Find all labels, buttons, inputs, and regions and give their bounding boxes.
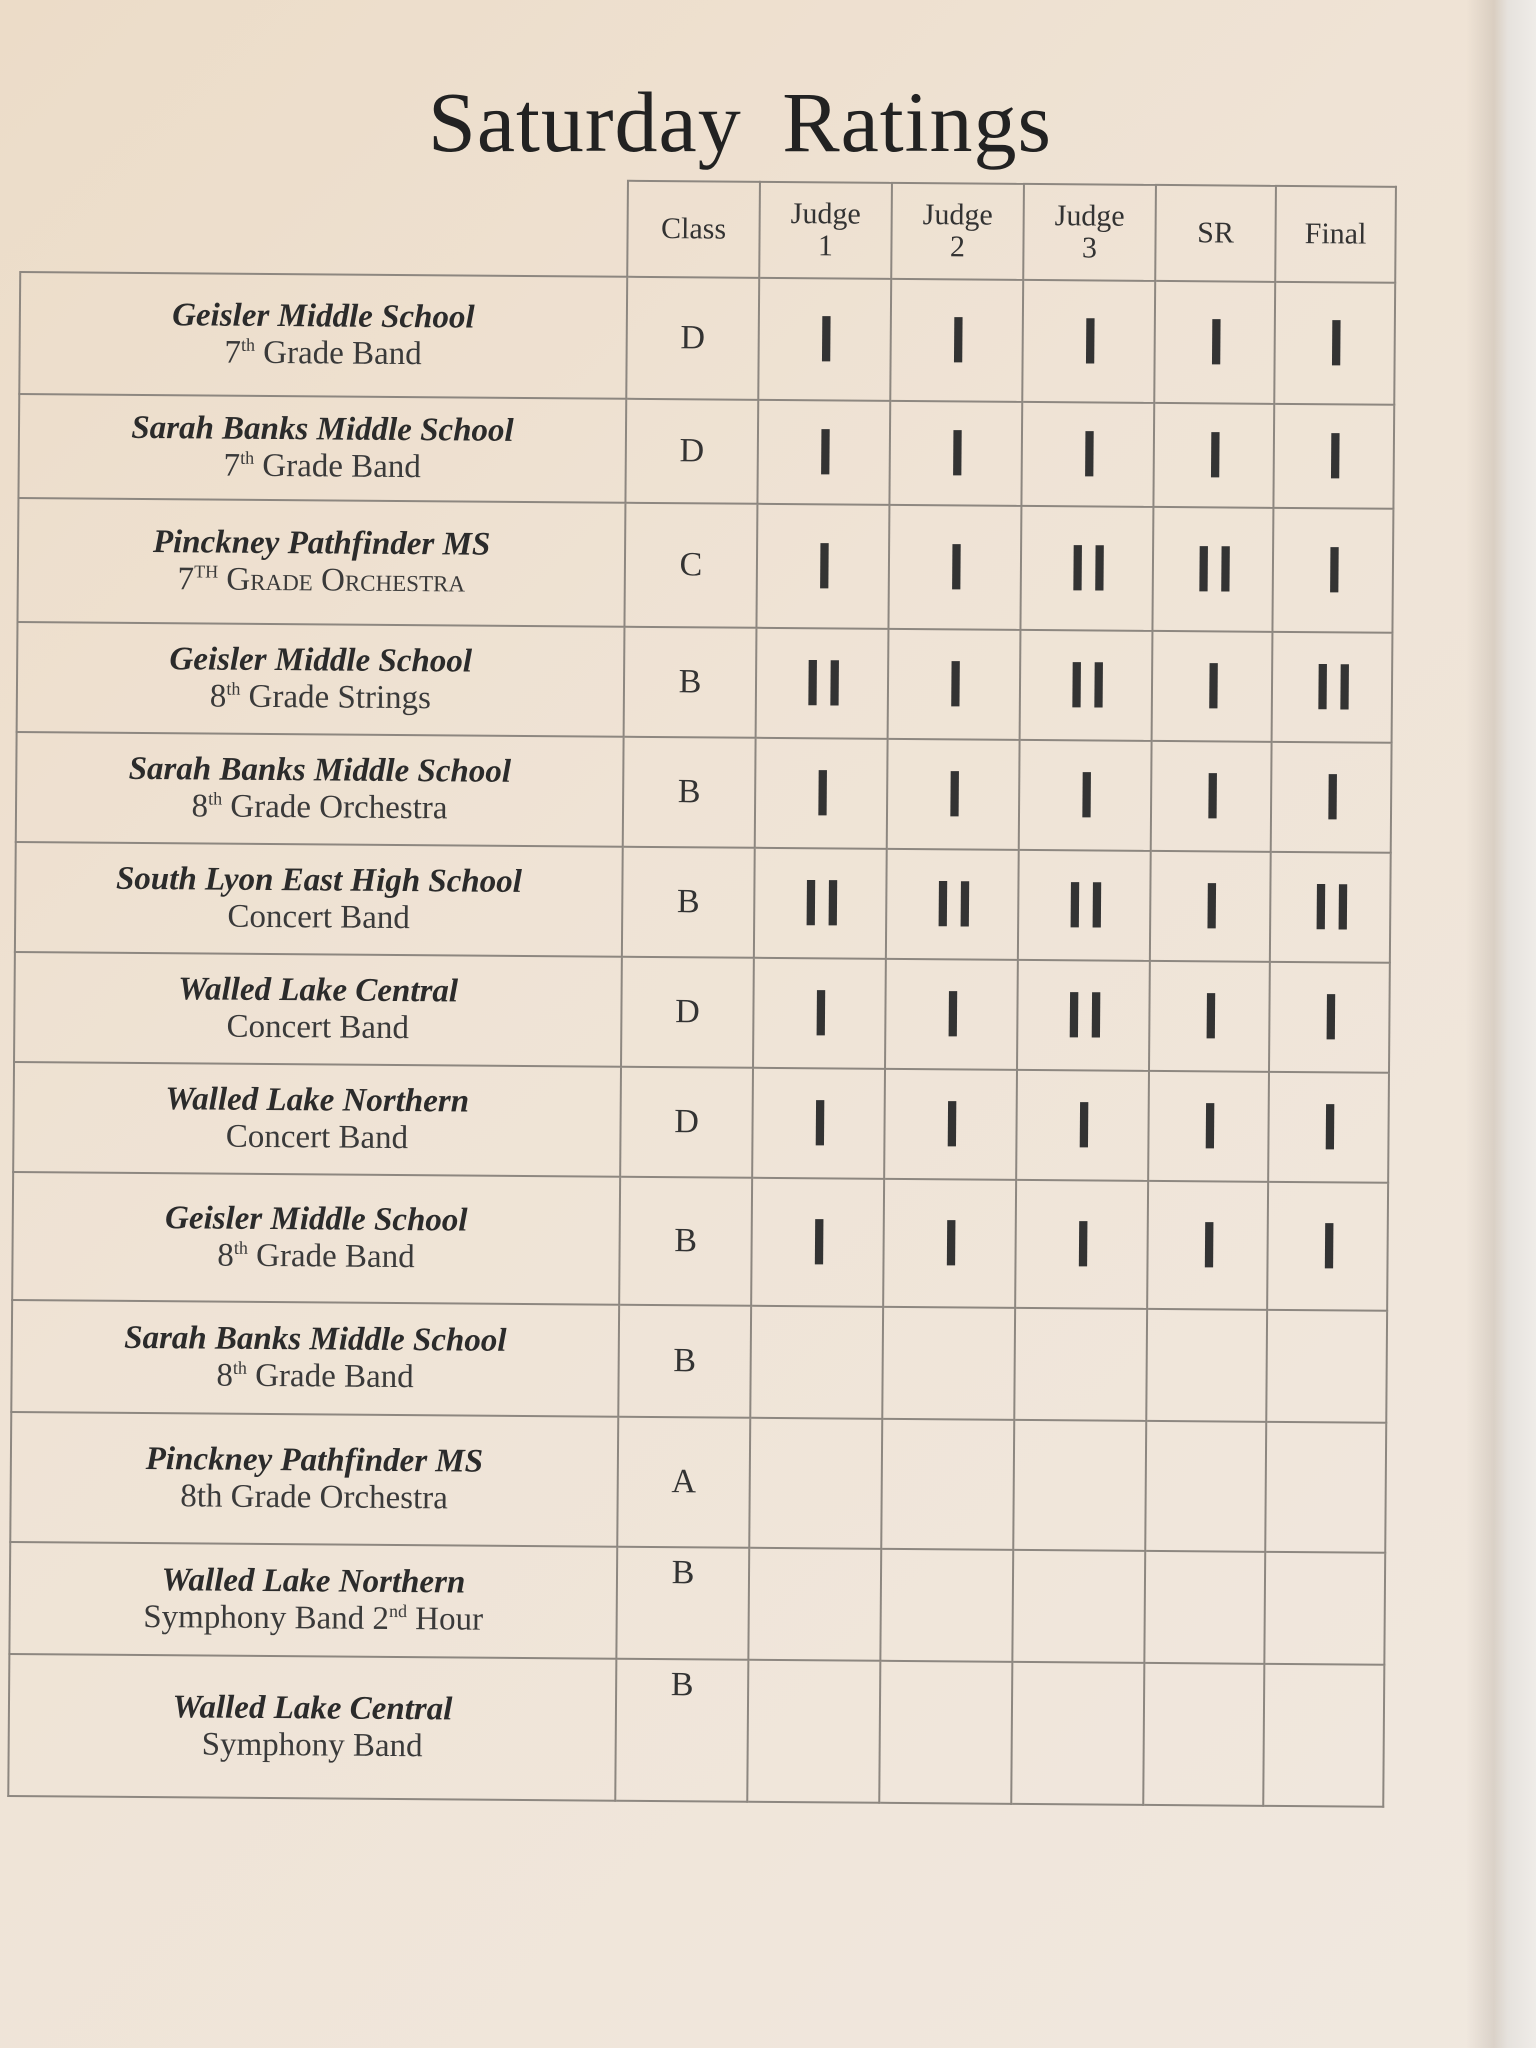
rating-sr-cell	[1145, 1421, 1266, 1552]
school-name: Walled Lake Central	[178, 971, 459, 1010]
table-row	[13, 1062, 1389, 1183]
rating-j3-cell	[1015, 1180, 1148, 1309]
page-title: Saturday Ratings	[428, 74, 1052, 170]
rating-j1-cell	[748, 1548, 881, 1661]
handwritten-rating: I	[1319, 760, 1343, 834]
ensemble-cell	[19, 272, 627, 399]
handwritten-rating: I	[1316, 1209, 1339, 1283]
rating-j1-cell	[756, 504, 889, 629]
handwritten-rating: I	[806, 1205, 829, 1279]
rating-j3-cell	[1011, 1662, 1144, 1805]
table-row	[12, 1172, 1388, 1311]
class-cell: B	[623, 737, 756, 848]
handwritten-rating: I	[813, 302, 837, 376]
ensemble-name-superscript: th	[208, 788, 223, 809]
ensemble-name	[17, 787, 622, 829]
handwritten-rating: I	[1321, 533, 1345, 607]
table-row	[19, 272, 1395, 405]
class-cell: B	[624, 627, 757, 738]
ensemble-name-start: 8	[191, 788, 209, 825]
ensemble-name-end: Grade Orchestra	[217, 561, 466, 600]
rating-j2-cell	[884, 1069, 1017, 1180]
ensemble-cell	[17, 622, 625, 737]
ensemble-name-superscript: th	[232, 1357, 248, 1378]
school-name: Pinckney Pathfinder MS	[145, 1441, 484, 1480]
handwritten-rating: II	[799, 646, 845, 720]
header-judge-3: Judge 3	[1023, 184, 1156, 281]
ensemble-name-end: Grade Band	[246, 1357, 414, 1396]
handwritten-rating: I	[1198, 979, 1221, 1053]
ensemble-name	[10, 1725, 615, 1767]
handwritten-rating: I	[941, 757, 965, 831]
rating-j2-cell	[883, 1179, 1016, 1308]
school-name: Walled Lake Northern	[161, 1562, 466, 1601]
ensemble-cell	[9, 1542, 617, 1659]
handwritten-rating: II	[1308, 870, 1353, 944]
header-blank	[20, 176, 628, 277]
rating-sr-cell	[1151, 741, 1272, 852]
handwritten-rating: I	[812, 415, 836, 489]
ensemble-name	[13, 1236, 618, 1278]
rating-final-cell	[1266, 1310, 1387, 1423]
rating-j1-cell	[753, 958, 886, 1069]
class-cell: B	[618, 1305, 751, 1418]
ensemble-name-end: Grade Orchestra	[221, 788, 448, 827]
handwritten-rating: I	[1322, 419, 1346, 493]
handwritten-rating: I	[807, 1086, 830, 1160]
ensemble-cell	[10, 1412, 618, 1547]
rating-final-cell	[1264, 1552, 1385, 1665]
ensemble-name-superscript: TH	[194, 561, 219, 582]
header-row	[20, 176, 1396, 283]
rating-final-cell	[1271, 742, 1392, 853]
rating-sr-cell	[1146, 1309, 1267, 1422]
handwritten-rating: II	[930, 867, 975, 942]
class-cell: B	[622, 847, 755, 958]
rating-j2-cell	[889, 401, 1022, 506]
ensemble-cell	[15, 842, 623, 957]
ensemble-name-start: Concert Band	[226, 1008, 410, 1047]
table-row	[10, 1412, 1386, 1553]
table-row	[8, 1654, 1384, 1807]
ensemble-cell	[14, 952, 622, 1067]
school-name: Walled Lake Central	[172, 1689, 453, 1728]
ensemble-name	[18, 677, 623, 719]
rating-j1-cell	[752, 1068, 885, 1179]
ensemble-name-start: 7	[224, 334, 242, 371]
handwritten-rating: II	[1063, 648, 1109, 723]
table-row	[14, 952, 1390, 1073]
ensemble-name-start: Concert Band	[227, 898, 411, 937]
ensemble-cell	[16, 732, 624, 847]
table-row	[15, 842, 1391, 963]
handwritten-rating: I	[1196, 1208, 1219, 1282]
rating-sr-cell	[1147, 1181, 1268, 1310]
class-cell: D	[620, 1067, 753, 1178]
ensemble-name-start: Symphony Band 2	[143, 1599, 390, 1637]
rating-final-cell	[1270, 852, 1391, 963]
ensemble-name-superscript: th	[240, 447, 255, 468]
rating-j2-cell	[887, 739, 1020, 850]
ensemble-name	[11, 1477, 616, 1519]
handwritten-rating: I	[939, 1087, 962, 1161]
table-row	[17, 498, 1393, 633]
handwritten-rating: I	[1200, 649, 1224, 723]
ensemble-name-superscript: th	[226, 678, 241, 699]
rating-j2-cell	[881, 1419, 1014, 1550]
table-row	[9, 1542, 1385, 1665]
ensemble-cell	[17, 498, 625, 627]
rating-j1-cell	[751, 1178, 884, 1307]
rating-j3-cell	[1014, 1308, 1147, 1421]
handwritten-rating: I	[945, 303, 969, 377]
ensemble-name-end: Grade Strings	[240, 678, 432, 717]
rating-j1-cell	[754, 848, 887, 959]
rating-final-cell	[1274, 282, 1395, 405]
handwritten-rating: I	[940, 977, 963, 1051]
handwritten-rating: I	[808, 976, 831, 1050]
rating-final-cell	[1263, 1664, 1384, 1807]
header-judge-2: Judge 2	[891, 183, 1024, 280]
school-name: Sarah Banks Middle School	[131, 409, 514, 449]
table-row	[16, 732, 1392, 853]
ensemble-name	[14, 1117, 619, 1159]
ensemble-name	[19, 560, 624, 602]
ensemble-cell	[13, 1062, 621, 1177]
rating-final-cell	[1272, 508, 1393, 633]
ensemble-name	[11, 1598, 616, 1640]
rating-j3-cell	[1020, 630, 1153, 741]
handwritten-rating: I	[1071, 1088, 1094, 1162]
handwritten-rating: II	[1190, 532, 1236, 607]
rating-final-cell	[1267, 1182, 1388, 1311]
ensemble-name-end: Grade Band	[254, 334, 422, 373]
header-judge-1: Judge 1	[759, 182, 892, 279]
rating-sr-cell	[1148, 1071, 1269, 1182]
ensemble-name-superscript: th	[240, 334, 256, 355]
class-cell: A	[617, 1417, 750, 1548]
rating-final-cell	[1269, 962, 1390, 1073]
ensemble-name-end: Grade Band	[253, 447, 421, 486]
handwritten-rating: I	[1070, 1207, 1093, 1281]
rating-j2-cell	[879, 1661, 1012, 1804]
rating-j1-cell	[747, 1660, 880, 1803]
class-cell: B	[615, 1659, 748, 1802]
rating-j3-cell	[1018, 850, 1151, 961]
handwritten-rating: I	[1318, 980, 1341, 1054]
rating-j2-cell	[885, 959, 1018, 1070]
rating-sr-cell	[1144, 1551, 1265, 1664]
page-edge-shadow	[1466, 0, 1536, 2048]
class-cell: D	[626, 277, 759, 400]
ensemble-name	[20, 446, 625, 488]
ensemble-name	[20, 333, 625, 375]
class-cell: C	[624, 503, 757, 628]
ensemble-name-end: Grade Band	[247, 1237, 415, 1276]
ensemble-name	[16, 897, 621, 939]
ratings-table	[7, 175, 1397, 1808]
table-row	[18, 394, 1394, 509]
ensemble-cell	[11, 1300, 619, 1417]
rating-j1-cell	[749, 1418, 882, 1549]
rating-j1-cell	[757, 400, 890, 505]
handwritten-rating: I	[1202, 418, 1226, 492]
rating-j3-cell	[1019, 740, 1152, 851]
rating-j3-cell	[1022, 280, 1155, 403]
ensemble-cell	[8, 1654, 616, 1801]
table-row	[17, 622, 1393, 743]
handwritten-rating: I	[1323, 306, 1346, 380]
class-cell: B	[619, 1177, 752, 1306]
ensemble-name-start: 7	[177, 561, 195, 598]
ensemble-name	[12, 1356, 617, 1398]
handwritten-rating: I	[938, 1206, 961, 1280]
class-cell: D	[621, 957, 754, 1068]
handwritten-rating: I	[811, 529, 835, 603]
handwritten-rating: I	[1197, 1089, 1220, 1163]
rating-final-cell	[1265, 1422, 1386, 1553]
handwritten-rating: I	[944, 416, 968, 490]
handwritten-rating: I	[1199, 759, 1223, 833]
ensemble-name-start: 8	[209, 678, 227, 715]
rating-final-cell	[1273, 404, 1394, 509]
ensemble-cell	[18, 394, 626, 503]
handwritten-rating: II	[1309, 650, 1355, 724]
handwritten-rating: I	[809, 756, 833, 830]
school-name: Walled Lake Northern	[165, 1081, 470, 1120]
school-name: Pinckney Pathfinder MS	[152, 524, 491, 563]
ensemble-name-start: 8	[217, 1237, 235, 1274]
rating-j2-cell	[888, 505, 1021, 630]
ensemble-cell	[12, 1172, 620, 1305]
handwritten-rating: I	[1076, 417, 1100, 491]
school-name: Geisler Middle School	[172, 297, 475, 336]
handwritten-rating: I	[1077, 304, 1101, 378]
header-final: Final	[1275, 186, 1396, 283]
ensemble-name-start: 8th Grade Orchestra	[180, 1478, 449, 1517]
school-name: Sarah Banks Middle School	[128, 750, 512, 790]
rating-j1-cell	[750, 1306, 883, 1419]
handwritten-rating: I	[1317, 1090, 1340, 1164]
school-name: Geisler Middle School	[164, 1200, 468, 1239]
ensemble-name-start: Symphony Band	[201, 1726, 423, 1765]
school-name: South Lyon East High School	[115, 860, 523, 900]
rating-j2-cell	[880, 1549, 1013, 1662]
table-row	[11, 1300, 1387, 1423]
rating-final-cell	[1268, 1072, 1389, 1183]
rating-sr-cell	[1149, 961, 1270, 1072]
header-sr: SR	[1155, 185, 1276, 282]
rating-sr-cell	[1154, 281, 1275, 404]
rating-j1-cell	[756, 628, 889, 739]
rating-sr-cell	[1143, 1663, 1264, 1806]
rating-j1-cell	[755, 738, 888, 849]
rating-j2-cell	[890, 279, 1023, 402]
school-name: Geisler Middle School	[169, 641, 473, 680]
handwritten-rating: II	[1061, 978, 1106, 1053]
ensemble-name-superscript: th	[233, 1237, 249, 1258]
handwritten-rating: I	[1203, 305, 1227, 379]
ensemble-name-start: 7	[223, 447, 241, 484]
rating-j3-cell	[1021, 402, 1154, 507]
header-class: Class	[627, 181, 760, 278]
school-name: Sarah Banks Middle School	[124, 1319, 507, 1359]
rating-sr-cell	[1153, 403, 1274, 508]
handwritten-rating: II	[1064, 531, 1110, 606]
rating-sr-cell	[1152, 631, 1273, 742]
rating-final-cell	[1272, 632, 1393, 743]
rating-j3-cell	[1020, 506, 1153, 631]
class-cell: D	[625, 399, 758, 504]
rating-j3-cell	[1017, 960, 1150, 1071]
ensemble-name	[15, 1007, 620, 1049]
handwritten-rating: II	[1062, 868, 1107, 943]
ensemble-name-start: Concert Band	[225, 1118, 409, 1157]
rating-j1-cell	[758, 278, 891, 401]
handwritten-rating: II	[798, 866, 843, 940]
handwritten-rating: I	[1073, 758, 1097, 832]
class-cell: B	[616, 1547, 749, 1660]
rating-j3-cell	[1012, 1550, 1145, 1663]
handwritten-rating: I	[942, 647, 966, 721]
rating-j2-cell	[882, 1307, 1015, 1420]
rating-j2-cell	[888, 629, 1021, 740]
handwritten-rating: I	[1198, 869, 1222, 943]
handwritten-rating: I	[943, 530, 967, 604]
ensemble-name-start: 8	[216, 1357, 234, 1394]
rating-sr-cell	[1152, 507, 1273, 632]
rating-j3-cell	[1013, 1420, 1146, 1551]
ensemble-name-end: Hour	[406, 1601, 484, 1638]
ensemble-name-superscript: nd	[388, 1600, 408, 1622]
rating-j3-cell	[1016, 1070, 1149, 1181]
rating-j2-cell	[886, 849, 1019, 960]
rating-sr-cell	[1150, 851, 1271, 962]
